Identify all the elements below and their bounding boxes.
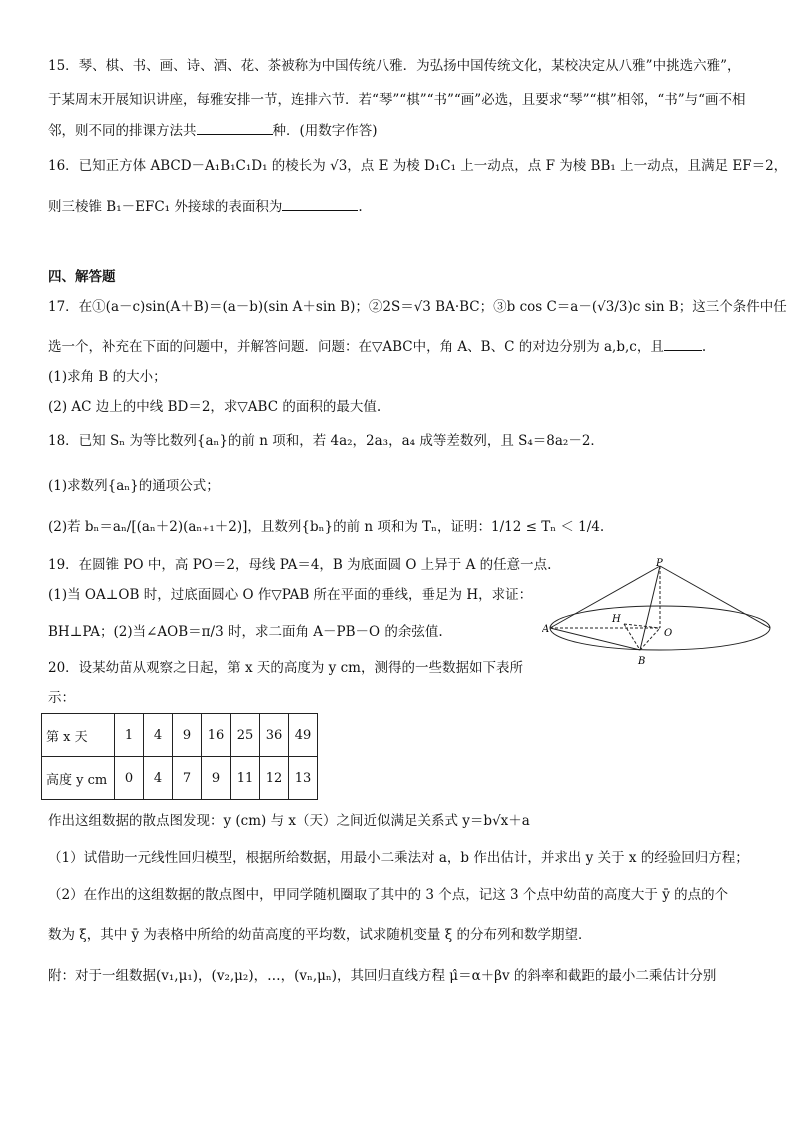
table-cell: 12 <box>260 757 289 800</box>
q17-line-2-b: . <box>701 339 707 355</box>
segment-PB <box>640 566 660 650</box>
section-heading-solve: 四、解答题 <box>48 269 116 285</box>
table-cell: 9 <box>173 714 202 757</box>
q15-line-3-b: 种．(用数字作答) <box>272 123 378 139</box>
q17-line-1: 17．在①(a－c)sin(A＋B)＝(a－b)(sin A＋sin B)；②2S＝√3 BA·BC；③b cos C＝a－(√3/3)c sin B；这三个条件中任 <box>48 299 787 315</box>
q16-line-1: 16．已知正方体 ABCD－A₁B₁C₁D₁ 的棱长为 √3，点 E 为棱 D₁C₁ 上一动点，点 F 为棱 BB₁ 上一动点，且满足 EF＝2， <box>48 158 788 174</box>
q18-line-1: 18．已知 Sₙ 为等比数列{aₙ}的前 n 项和，若 4a₂，2a₃，a₄ 成等差数列，且 S₄＝8a₂－2． <box>48 433 604 449</box>
table-cell: 1 <box>115 714 144 757</box>
table-cell: 25 <box>231 714 260 757</box>
cone-edge-right <box>660 566 770 628</box>
q17-part-2: (2) AC 边上的中线 BD＝2，求▽ABC 的面积的最大值. <box>48 399 382 415</box>
q19-line-2: (1)当 OA⊥OB 时，过底面圆心 O 作▽PAB 所在平面的垂线，垂足为 H，求证： <box>48 587 533 603</box>
segment-HO <box>624 624 660 628</box>
table-cell: 11 <box>231 757 260 800</box>
q20-part-2-a: （2）在作出的这组数据的散点图中，甲同学随机圈取了其中的 3 个点，记这 3 个点中幼苗的高度大于 ȳ 的点的个 <box>48 887 729 903</box>
table-row-height <box>42 757 318 800</box>
q17-line-2-a: 选一个，补充在下面的问题中，并解答问题．问题：在▽ABC中，角 A、B、C 的对边分别为 a,b,c，且 <box>48 339 664 355</box>
table-cell: 7 <box>173 757 202 800</box>
q20-note: 附：对于一组数据(v₁,μ₁)，(v₂,μ₂)，…，(vₙ,μₙ)，其回归直线方程 μ̂＝α＋βv 的斜率和截距的最小二乘估计分别 <box>48 968 717 984</box>
q20-part-1: （1）试借助一元线性回归模型，根据所给数据，用最小二乘法对 a，b 作出估计，并求出 y 关于 x 的经验回归方程； <box>48 850 749 866</box>
q15-answer-blank <box>197 120 273 135</box>
table-row-day <box>42 714 318 757</box>
table-cell: 49 <box>289 714 318 757</box>
q16-line-2-b: . <box>358 199 363 215</box>
table-cell: 16 <box>202 714 231 757</box>
q20-line-2: 示： <box>48 690 75 706</box>
table-row-height-label: 高度 y cm <box>42 757 115 800</box>
q20-line-3: 作出这组数据的散点图发现：y (cm) 与 x（天）之间近似满足关系式 y＝b√x＋a <box>48 813 530 829</box>
q20-part-2-b: 数为 ξ，其中 ȳ 为表格中所给的幼苗高度的平均数，试求随机变量 ξ 的分布列和数学期望． <box>48 927 592 943</box>
table-cell: 4 <box>144 714 173 757</box>
q20-line-1: 20．设某幼苗从观察之日起，第 x 天的高度为 y cm，测得的一些数据如下表所 <box>48 660 523 676</box>
q19-line-3: BH⊥PA；(2)当∠AOB＝π/3 时，求二面角 A－PB－O 的余弦值. <box>48 624 443 640</box>
table-row-day-label: 第 x 天 <box>42 714 115 757</box>
growth-data-table <box>41 713 318 800</box>
q17-answer-blank <box>664 336 702 351</box>
q19-line-1: 19．在圆锥 PO 中，高 PO＝2，母线 PA＝4，B 为底面圆 O 上异于 A 的任意一点. <box>48 557 552 573</box>
cone-figure <box>542 558 780 676</box>
q16-line-2-a: 则三棱锥 B₁－EFC₁ 外接球的表面积为 <box>48 199 283 215</box>
table-cell: 9 <box>202 757 231 800</box>
q15-line-2: 于某周末开展知识讲座，每雅安排一节，连排六节．若“琴”“棋”“书”“画”必选，且要求“琴”“棋”相邻，“书”与“画不相 <box>48 92 746 108</box>
label-P: P <box>656 558 663 569</box>
q15-line-1: 15．琴、棋、书、画、诗、酒、花、茶被称为中国传统八雅．为弘扬中国传统文化，某校决定从八雅”中挑选六雅”， <box>48 58 741 74</box>
table-cell: 0 <box>115 757 144 800</box>
q17-line-2 <box>48 336 706 356</box>
label-A: A <box>542 624 550 635</box>
table-cell: 4 <box>144 757 173 800</box>
cone-edge-left <box>550 566 660 628</box>
q15-line-3-a: 邻，则不同的排课方法共 <box>48 123 197 139</box>
q16-line-2 <box>48 196 363 216</box>
table-cell: 36 <box>260 714 289 757</box>
q15-line-3 <box>48 120 378 140</box>
q18-part-2: (2)若 bₙ＝aₙ/[(aₙ＋2)(aₙ₊₁＋2)]，且数列{bₙ}的前 n 项和为 Tₙ，证明：1/12 ≤ Tₙ ＜ 1/4. <box>48 519 605 535</box>
label-H: H <box>612 614 621 625</box>
q18-part-1: (1)求数列{aₙ}的通项公式； <box>48 478 220 494</box>
table-cell: 13 <box>289 757 318 800</box>
q16-answer-blank <box>282 196 358 211</box>
label-B: B <box>638 656 646 667</box>
label-O: O <box>664 628 673 639</box>
q17-part-1: (1)求角 B 的大小； <box>48 369 167 385</box>
